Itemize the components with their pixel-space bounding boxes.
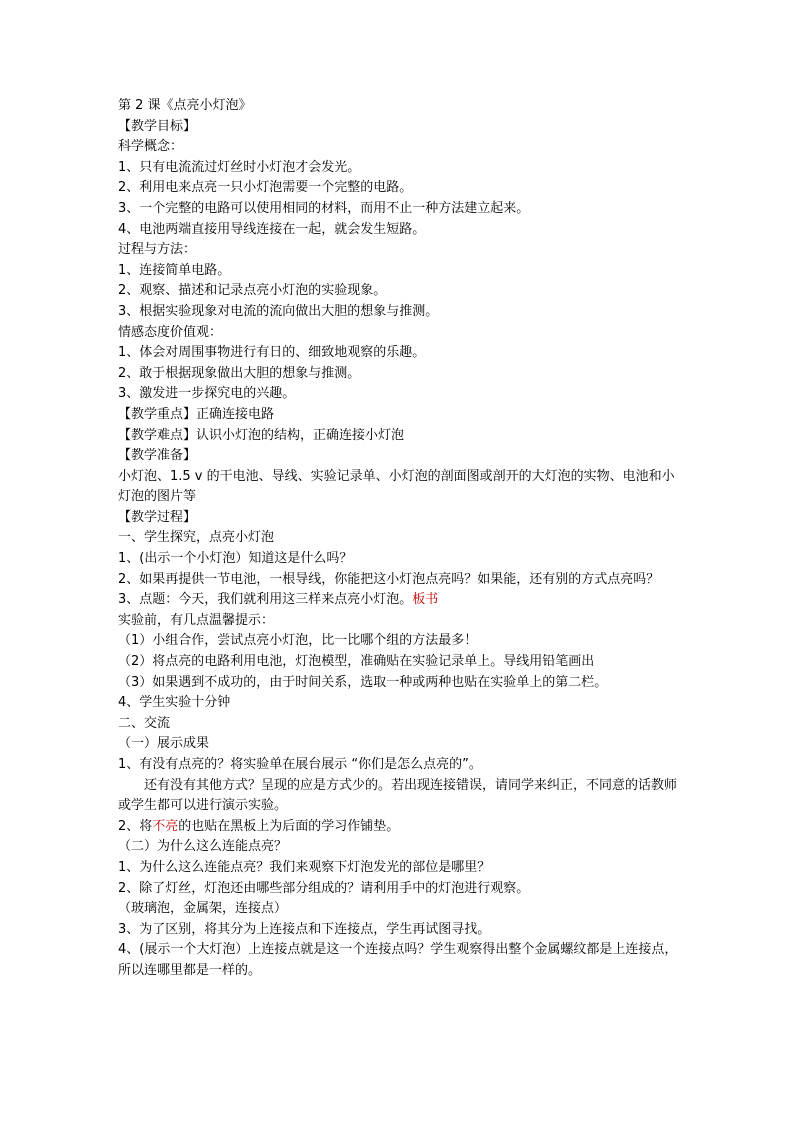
tips-heading: 实验前，有几点温馨提示： bbox=[118, 612, 275, 628]
sub1-heading: （一）展示成果 bbox=[118, 736, 210, 752]
part1-item: 4、学生实验十分钟 bbox=[118, 695, 231, 711]
science-item: 1、只有电流流过灯丝时小灯泡才会发光。 bbox=[118, 159, 361, 175]
science-heading: 科学概念： bbox=[118, 139, 184, 155]
process-title: 【教学过程】 bbox=[118, 509, 197, 525]
attitude-heading: 情感态度价值观： bbox=[118, 324, 223, 340]
highlight-text: 不亮 bbox=[152, 818, 179, 834]
science-item: 2、利用电来点亮一只小灯泡需要一个完整的电路。 bbox=[118, 180, 413, 196]
sub1-item: 1、有没有点亮的？将实验单在展台展示 “你们是怎么点亮的”。 bbox=[118, 757, 482, 772]
attitude-item: 2、敢于根据现象做出大胆的想象与推测。 bbox=[118, 365, 361, 381]
objectives-heading: 【教学目标】 bbox=[118, 118, 197, 134]
sub2-item: 1、为什么这么连能点亮？我们来观察下灯泡发光的部位是哪里？ bbox=[118, 859, 491, 875]
difficulty: 【教学难点】认识小灯泡的结构，正确连接小灯泡 bbox=[118, 427, 405, 443]
sub2-note: （玻璃泡，金属架，连接点） bbox=[118, 901, 288, 917]
process-heading: 过程与方法： bbox=[118, 242, 197, 258]
sub1-paragraph: 还有没有其他方式？呈现的应是方式少的。若出现连接错误，请同学来纠正，不同意的话教师或学生都可以进行演示实验。 bbox=[118, 777, 678, 814]
document-page bbox=[118, 96, 684, 982]
tip-item: （1）小组合作，尝试点亮小灯泡，比一比哪个组的方法最多！ bbox=[118, 633, 478, 649]
lesson-title: 第 2 课《点亮小灯泡》 bbox=[118, 98, 252, 113]
sub2-item: 4、(展示一个大灯泡）上连接点就是这一个连接点吗？学生观察得出整个金属螺纹都是上连接点，所以连哪里都是一样的。 bbox=[118, 942, 678, 978]
process-item: 1、连接简单电路。 bbox=[118, 262, 231, 278]
tip-item: （3）如果遇到不成功的，由于时间关系，选取一种或两种也贴在实验单上的第二栏。 bbox=[118, 674, 608, 690]
process-item: 3、根据实验现象对电流的流向做出大胆的想象与推测。 bbox=[118, 303, 439, 319]
part1-item-text: 3、点题：今天，我们就利用这三样来点亮小灯泡。 bbox=[118, 592, 413, 608]
part1-heading: 一、学生探究，点亮小灯泡 bbox=[118, 530, 275, 546]
part1-item: 2、如果再提供一节电池，一根导线，你能把这小灯泡点亮吗？如果能，还有别的方式点亮吗？ bbox=[118, 571, 660, 587]
sub1-item-text: 的也贴在黑板上为后面的学习作铺垫。 bbox=[178, 818, 400, 834]
part2-heading: 二、交流 bbox=[118, 715, 171, 731]
key-point: 【教学重点】正确连接电路 bbox=[118, 406, 275, 422]
sub2-item: 2、除了灯丝，灯泡还由哪些部分组成的？请利用手中的灯泡进行观察。 bbox=[118, 880, 530, 896]
sub2-item: 3、为了区别，将其分为上连接点和下连接点，学生再试图寻找。 bbox=[118, 921, 491, 937]
board-note: 板书 bbox=[412, 592, 439, 608]
sub1-item bbox=[118, 817, 684, 838]
prep-text: 小灯泡、1.5 v 的干电池、导线、实验记录单、小灯泡的剖面图或剖开的大灯泡的实物、电池和小灯泡的图片等 bbox=[118, 468, 675, 505]
science-item: 4、电池两端直接用导线连接在一起，就会发生短路。 bbox=[118, 221, 426, 237]
sub1-item-text: 2、将 bbox=[118, 818, 153, 834]
science-item: 3、一个完整的电路可以使用相同的材料，而用不止一种方法建立起来。 bbox=[118, 200, 530, 216]
prep-heading: 【教学准备】 bbox=[118, 448, 197, 464]
tip-item: （2）将点亮的电路利用电池，灯泡模型，准确贴在实验记录单上。导线用铅笔画出 bbox=[118, 654, 595, 670]
attitude-item: 3、激发进一步探究电的兴趣。 bbox=[118, 386, 296, 402]
part1-item: 1、(出示一个小灯泡）知道这是什么吗？ bbox=[118, 551, 353, 567]
part1-item bbox=[118, 590, 684, 611]
attitude-item: 1、体会对周围事物进行有日的、细致地观察的乐趣。 bbox=[118, 345, 426, 361]
sub2-heading: （二）为什么这么连能点亮？ bbox=[118, 839, 288, 855]
process-item: 2、观察、描述和记录点亮小灯泡的实验现象。 bbox=[118, 283, 387, 299]
